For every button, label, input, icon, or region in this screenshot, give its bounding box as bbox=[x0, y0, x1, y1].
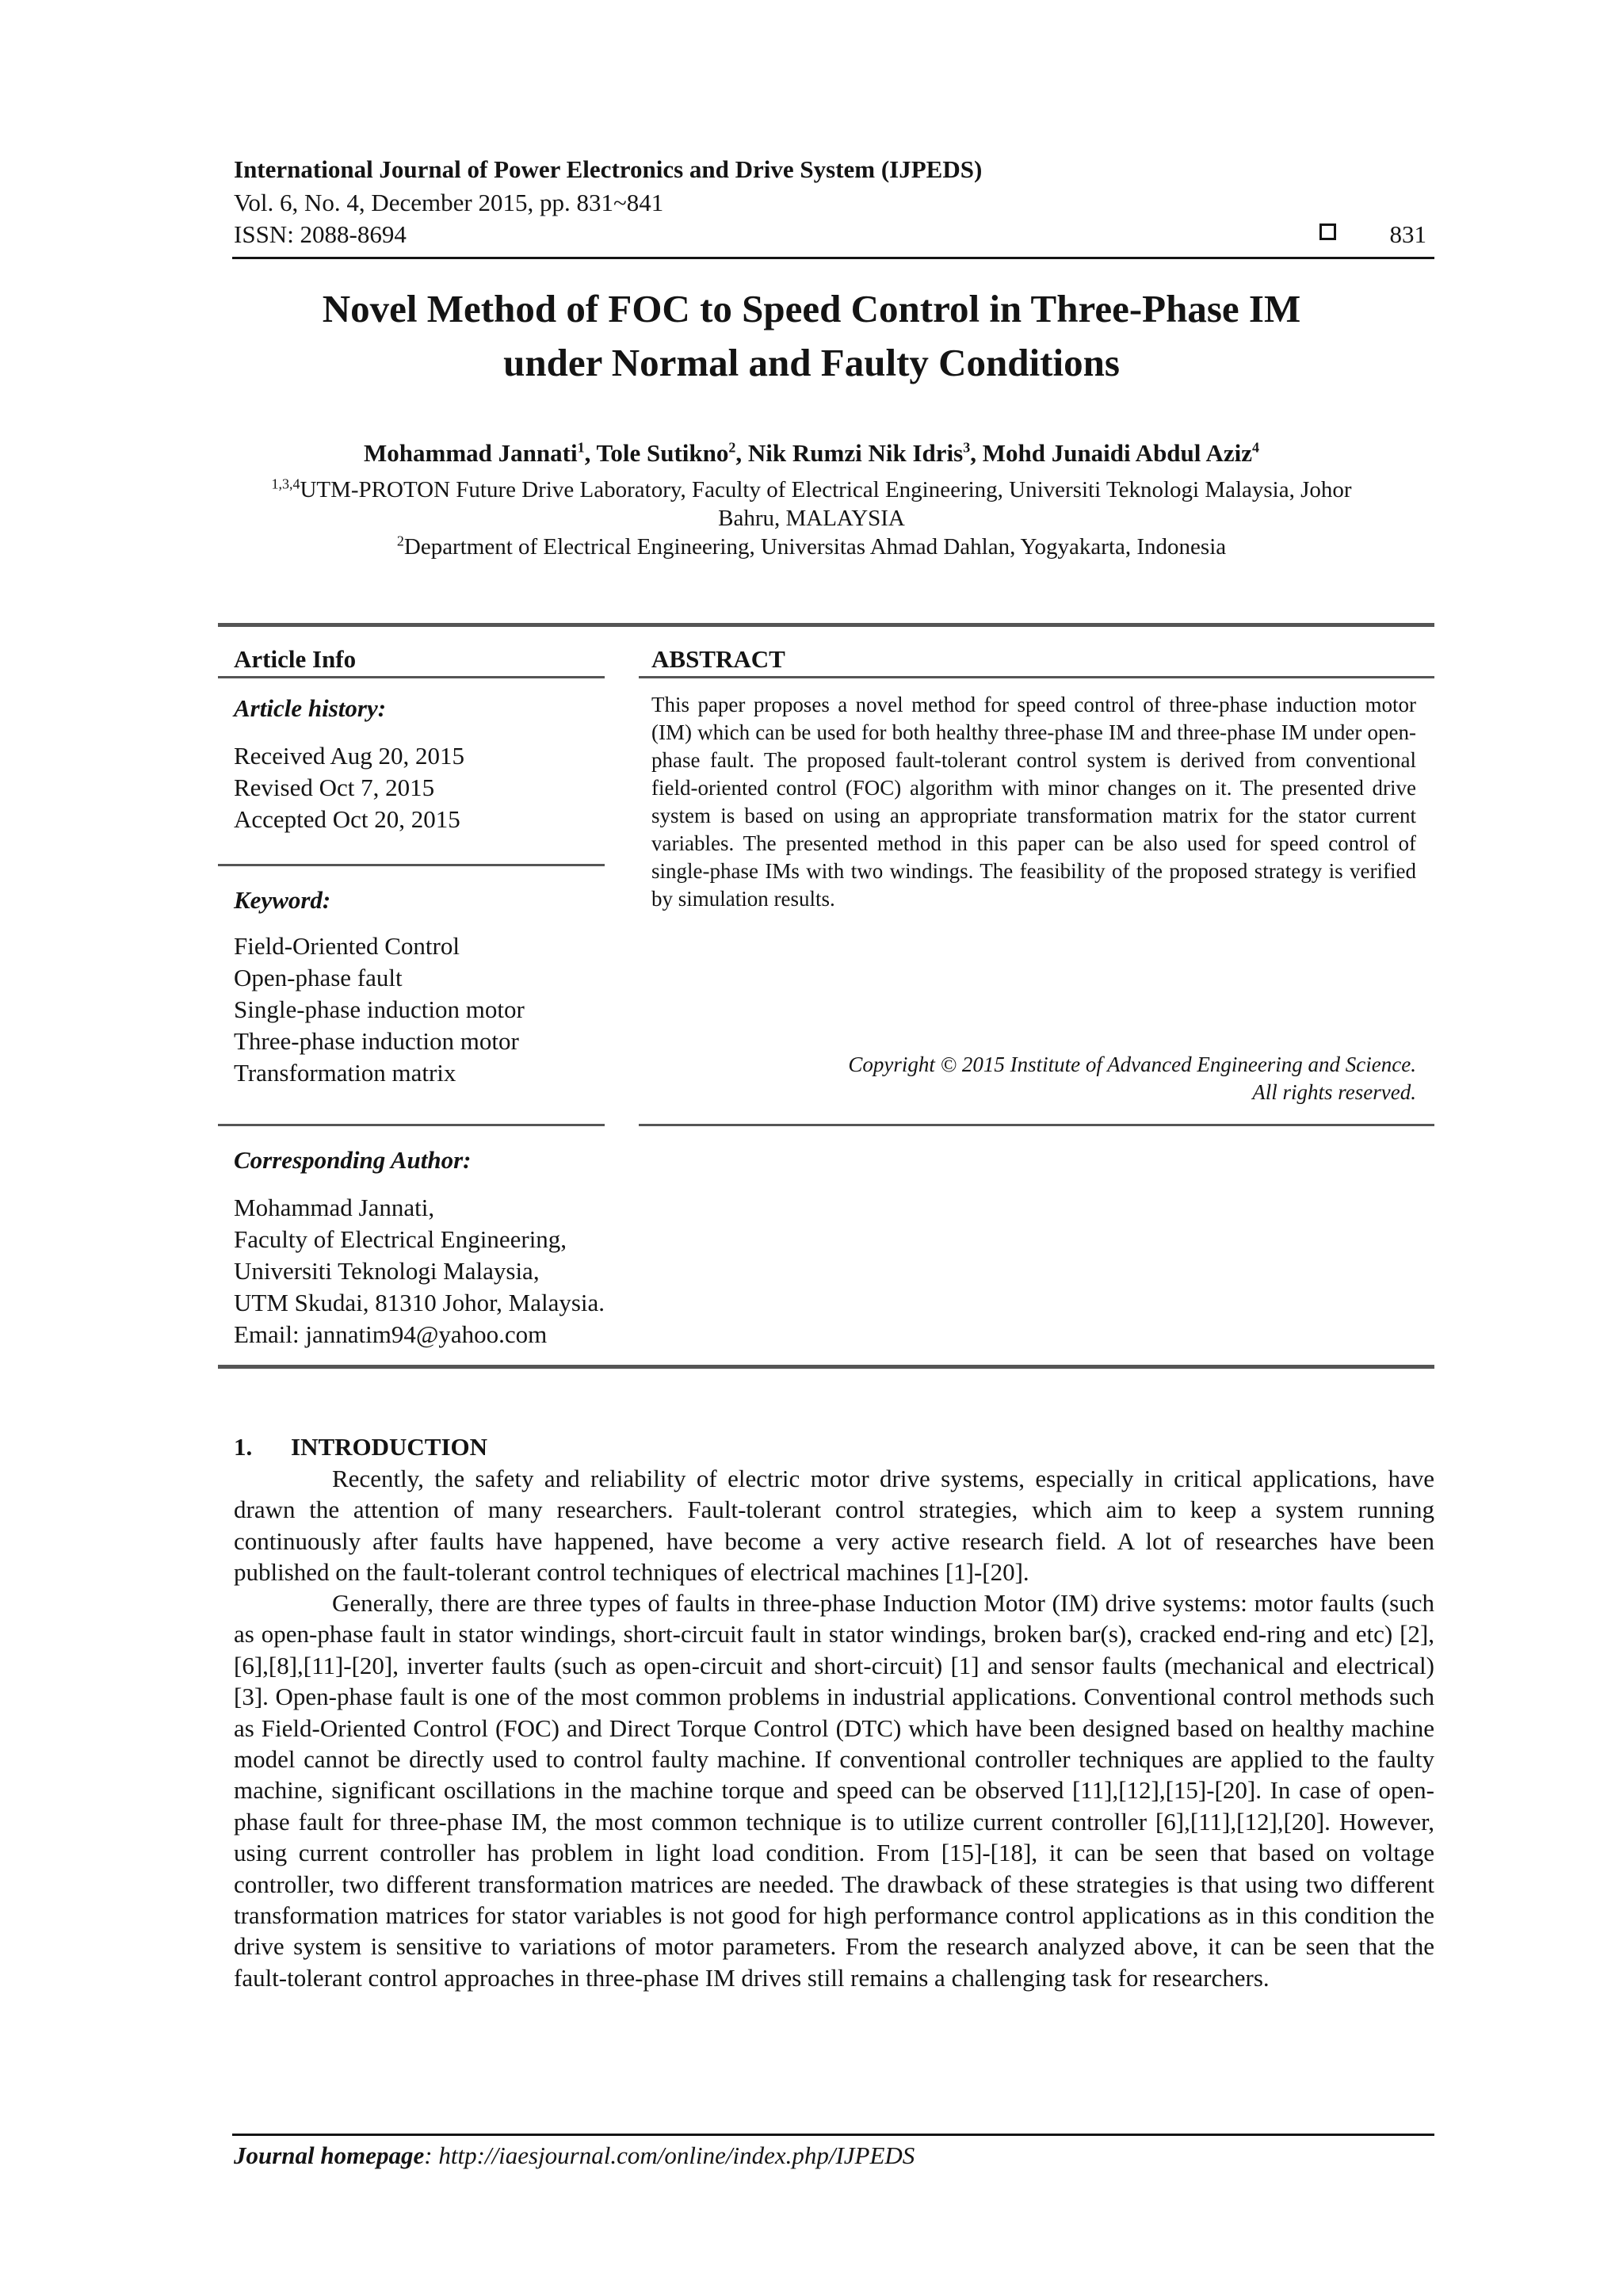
section-number: 1. bbox=[234, 1433, 253, 1461]
affiliation-sup: 1,3,4 bbox=[271, 476, 300, 492]
page-number: 831 bbox=[1389, 220, 1426, 248]
affiliation-1: $^{1,3,4}$UTM-PROTON Future Drive Laboratory, Faculty of Electrical Engineering, Universiti Teknologi Malaysia, Johor Bahru, MALAYSIA bbox=[271, 476, 1352, 531]
title-line-2: under Normal and Faulty Conditions bbox=[503, 341, 1120, 384]
abstract-bottom-rule bbox=[639, 1124, 1434, 1126]
corresponding-line: Faculty of Electrical Engineering, bbox=[234, 1225, 567, 1253]
info-box-bottom-rule bbox=[218, 1365, 1434, 1369]
author-sup: 1 bbox=[577, 439, 585, 456]
journal-name: International Journal of Power Electronics and Drive System (IJPEDS) bbox=[234, 155, 983, 183]
checkbox-square-icon bbox=[1319, 223, 1336, 240]
homepage-label: Journal homepage bbox=[234, 2141, 425, 2169]
corresponding-line: Mohammad Jannati, bbox=[234, 1194, 435, 1221]
affiliation-sup: 2 bbox=[396, 533, 404, 549]
author-sup: 4 bbox=[1251, 439, 1259, 456]
intro-paragraph-1: Recently, the safety and reliability of electric motor drive systems, especially in critical applications, have drawn the attention of many researchers. Fault-tolerant control strategies, which aim to keep a system running continuously after faults have happened, have become a very active research field. A lot of researches have been published on the fault-tolerant control techniques of electrical machines [1]-[20]. bbox=[234, 1465, 1434, 1587]
history-accepted: Accepted Oct 20, 2015 bbox=[234, 805, 460, 833]
corresponding-line: UTM Skudai, 81310 Johor, Malaysia. bbox=[234, 1289, 605, 1316]
journal-homepage bbox=[234, 2140, 915, 2172]
author-name: Tole Sutikno bbox=[596, 439, 729, 467]
title-line-1: Novel Method of FOC to Speed Control in Three-Phase IM bbox=[322, 287, 1301, 330]
abstract-rule bbox=[639, 676, 1434, 678]
header-rule bbox=[232, 257, 1434, 259]
keyword-heading: Keyword: bbox=[234, 886, 331, 914]
article-history bbox=[234, 740, 464, 835]
corresponding-email: Email: jannatim94@yahoo.com bbox=[234, 1320, 548, 1348]
footer-rule bbox=[232, 2134, 1434, 2136]
author-sup: 2 bbox=[728, 439, 736, 456]
author-sup: 3 bbox=[963, 439, 971, 456]
intro-paragraph-2: Generally, there are three types of faults in three-phase Induction Motor (IM) drive systems: motor faults (such as open-phase fault in stator windings, short-circuit fault in stator windings, broken bar(s), cracked end-ring and etc) [2],[6],[8],[11]-[20], inverter faults (such as open-circuit and short-circuit) [1] and sensor faults (mechanical and electrical) [3]. Open-phase fault is one of the most common problems in industrial applications. Conventional control methods such as Field-Oriented Control (FOC) and Direct Torque Control (DTC) which have been designed based on healthy machine model cannot be directly used to control faulty machine. If conventional controller techniques are applied to the faulty machine, significant oscillations in the machine torque and speed can be observed [11],[12],[15]-[20]. In case of open-phase fault for three-phase IM, the most common technique is to utilize current controller [6],[11],[12],[20]. However, using current controller has problem in light load condition. From [15]-[18], it can be seen that based on voltage controller, two different transformation matrices are needed. The drawback of these strategies is that using two different transformation matrices for stator variables is not good for high performance control applications as in this condition the drive system is sensitive to variations of motor parameters. From the research analyzed above, it can be seen that the fault-tolerant control approaches in three-phase IM drives still remains a challenging task for researchers. bbox=[234, 1589, 1434, 1992]
copyright-notice: Copyright © 2015 Institute of Advanced Engineering and Science. All rights reserved. bbox=[848, 1052, 1416, 1104]
keyword-item: Transformation matrix bbox=[234, 1059, 456, 1087]
affiliation-2: $^2$Department of Electrical Engineering, Universitas Ahmad Dahlan, Yogyakarta, Indonesia bbox=[396, 533, 1227, 560]
keyword-author-rule bbox=[218, 1124, 605, 1126]
abstract-heading: ABSTRACT bbox=[651, 645, 785, 673]
author-name: Mohammad Jannati bbox=[364, 439, 578, 467]
keyword-list bbox=[234, 930, 525, 1089]
article-info-rule bbox=[218, 676, 605, 678]
corresponding-line: Universiti Teknologi Malaysia, bbox=[234, 1257, 540, 1285]
article-history-heading: Article history: bbox=[234, 694, 387, 722]
author-list: Mohammad Jannati$^1$, Tole Sutikno$^2$, Nik Rumzi Nik Idris$^3$, Mohd Junaidi Abdul Aziz$^4$ bbox=[364, 439, 1259, 467]
corresponding-author-heading: Corresponding Author: bbox=[234, 1146, 472, 1174]
history-revised: Revised Oct 7, 2015 bbox=[234, 774, 435, 801]
introduction-heading bbox=[234, 1431, 487, 1463]
section-title: INTRODUCTION bbox=[291, 1433, 488, 1461]
keyword-item: Open-phase fault bbox=[234, 964, 403, 991]
author-name: Nik Rumzi Nik Idris bbox=[747, 439, 964, 467]
volume-info: Vol. 6, No. 4, December 2015, pp. 831~841 bbox=[234, 189, 664, 216]
info-box-top-rule bbox=[218, 623, 1434, 627]
paper-title bbox=[158, 282, 1465, 390]
issn: ISSN: 2088-8694 bbox=[234, 220, 407, 248]
keyword-item: Field-Oriented Control bbox=[234, 932, 460, 960]
author-name: Mohd Junaidi Abdul Aziz bbox=[982, 439, 1252, 467]
history-received: Received Aug 20, 2015 bbox=[234, 742, 465, 770]
homepage-url[interactable]: : http://iaesjournal.com/online/index.php/IJPEDS bbox=[424, 2141, 915, 2169]
article-info-heading: Article Info bbox=[234, 645, 357, 673]
keyword-item: Single-phase induction motor bbox=[234, 995, 525, 1023]
abstract-text: This paper proposes a novel method for speed control of three-phase induction motor (IM) which can be used for both healthy three-phase IM and three-phase IM under open-phase fault. The proposed fault-tolerant control system is derived from conventional field-oriented control (FOC) algorithm with minor changes on it. The presented drive system is based on using an appropriate transformation matrix for the stator current variables. The presented method in this paper can be also used for speed control of single-phase IMs with two windings. The feasibility of the proposed strategy is verified by simulation results. bbox=[651, 693, 1416, 911]
corresponding-author-details bbox=[234, 1192, 605, 1350]
keyword-item: Three-phase induction motor bbox=[234, 1027, 519, 1055]
history-keyword-rule bbox=[218, 864, 605, 866]
